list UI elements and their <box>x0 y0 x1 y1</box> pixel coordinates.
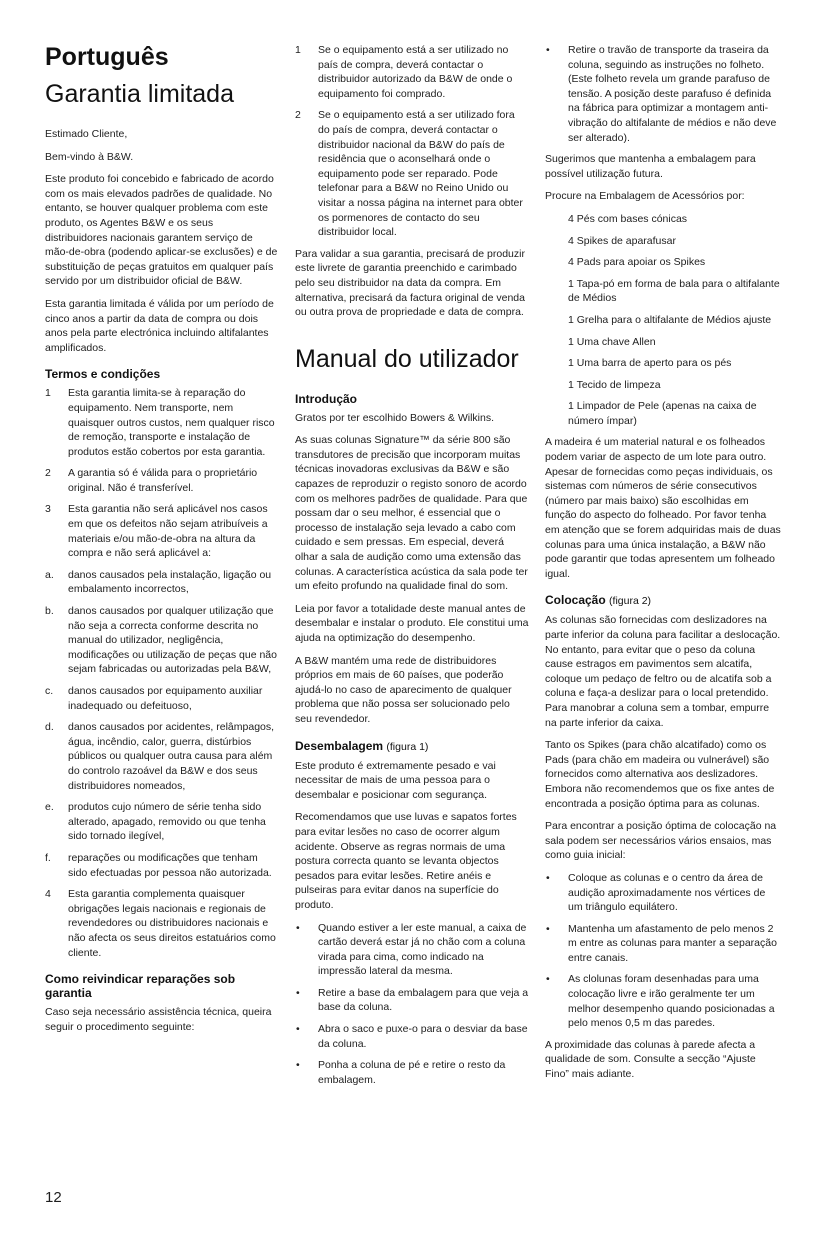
paragraph: Leia por favor a totalidade deste manual antes de desembalar e instalar o produto. Ele constitui uma ajuda na optimização do desempenho. <box>295 602 529 644</box>
list-item <box>45 568 278 597</box>
list-text: reparações ou modificações que tenham sido efectuadas por pessoa não autorizada. <box>68 851 272 879</box>
list-marker: f. <box>45 851 51 864</box>
terms-heading: Termos e condições <box>45 367 161 382</box>
paragraph: Esta garantia limitada é válida por um período de cinco anos a partir da data de compra ou dois anos pela parte electrónica incluindo altifalantes amplificados. <box>45 297 274 354</box>
paragraph: Recomendamos que use luvas e sapatos fortes para evitar lesões no caso de ocorrer algum acidente. Observe as regras normais de uma postura correcta quanto se levanta objectos pesados para evitar lesões. Retire anéis e pulseiras para evitar danos na superfície do produto. <box>295 811 517 911</box>
list-marker: 1 <box>295 44 301 56</box>
bullet-text: Quando estiver a ler este manual, a caixa de cartão deverá estar já no chão com a coluna virada para cima, como indicado na impressão lateral da mesma. <box>318 921 527 978</box>
bullet-icon: • <box>296 986 300 999</box>
bullet-item <box>295 921 529 979</box>
unpack-heading-text: Desembalagem <box>295 738 384 753</box>
claim-heading: Como reivindicar reparações sob garantia <box>45 972 236 1001</box>
list-marker: d. <box>45 721 54 734</box>
bullet-item <box>545 43 782 145</box>
list-marker: 2 <box>45 467 51 480</box>
list-item <box>45 851 278 880</box>
bullet-icon: • <box>296 1023 300 1036</box>
column-2 <box>295 43 529 1094</box>
bullet-item <box>545 972 782 1030</box>
paragraph: A B&W mantém uma rede de distribuidores próprios em mais de 60 países, que poderão ajudá-lo no caso de aparecimento de qualquer problema que não possa ser solucionado pelo seu revendedor. <box>295 654 512 725</box>
paragraph: A proximidade das colunas à parede afecta a qualidade de som. Consulte a secção “Ajuste Fino” mais adiante. <box>545 1038 756 1081</box>
list-item <box>45 887 278 960</box>
bullet-item <box>545 922 782 966</box>
paragraph: Para validar a sua garantia, precisará de produzir este livrete de garantia preenchido e carimbado pelo seu distribuidor na data da compra. Em alternativa, precisará da factura original de venda ou outra prova de propriedade e data de compra. <box>295 247 525 319</box>
paragraph: Caso seja necessário assistência técnica, queira seguir o procedimento seguinte: <box>45 1006 272 1033</box>
column-1 <box>45 40 278 1042</box>
bullet-text: Retire a base da embalagem para que veja a base da coluna. <box>318 986 529 1014</box>
paragraph: Tanto os Spikes (para chão alcatifado) como os Pads (para chão em madeira ou vulnerável) são fornecidos como alternativa aos deslizadores. Embora não recomendemos que os fixe antes de encontrada a posição óptima para as colunas. <box>545 739 775 810</box>
bullet-text: Ponha a coluna de pé e retire o resto da embalagem. <box>318 1059 506 1086</box>
bullet-icon: • <box>546 871 550 884</box>
list-item <box>295 43 529 101</box>
bullet-text: As clolunas foram desenhadas para uma colocação livre e irão geralmente ter um melhor desempenho quando posicionadas a pelo menos 0,5 m das paredes. <box>568 973 775 1030</box>
accessory-item: 4 Spikes de aparafusar <box>568 234 676 247</box>
manual-title: Manual do utilizador <box>295 344 519 373</box>
bullet-icon: • <box>296 1059 300 1072</box>
list-text: A garantia só é válida para o proprietário original. Não é transferível. <box>68 467 258 494</box>
list-marker: 3 <box>45 503 51 516</box>
placement-heading-text: Colocação <box>545 593 606 608</box>
accessory-item: 4 Pés com bases cónicas <box>568 212 688 225</box>
bullet-text: Retire o travão de transporte da traseira da coluna, seguindo as instruções no folheto. (Este folheto revela um grande parafuso de tensão. A posição deste parafuso é definida na fábrica para optimizar a montagem anti-vibração do altifalante de médios e não deve ser alterado). <box>568 44 777 144</box>
intro-heading: Introdução <box>295 391 357 406</box>
paragraph: Gratos por ter escolhido Bowers & Wilkins. <box>295 411 494 424</box>
list-marker: 2 <box>295 109 301 122</box>
bullet-icon: • <box>546 44 550 56</box>
list-marker: c. <box>45 685 54 697</box>
bullet-icon: • <box>546 922 550 935</box>
bullet-item <box>295 986 529 1015</box>
paragraph: Para encontrar a posição óptima de colocação na sala podem ser necessários vários ensaios, mas como guia inicial: <box>545 820 777 862</box>
accessory-item: 1 Tecido de limpeza <box>568 378 661 391</box>
accessory-item: 1 Limpador de Pele (apenas na caixa de número ímpar) <box>568 400 757 427</box>
list-marker: b. <box>45 605 54 618</box>
figure-reference: (figura 2) <box>609 595 652 608</box>
bullet-text: Mantenha um afastamento de pelo menos 2 m entre as colunas para manter a separação entre canais. <box>568 922 777 964</box>
list-text: Esta garantia complementa quaisquer obrigações legais nacionais e regionais de revendedores ou distribuidores nacionais e não afecta os seus direitos estatuários como cliente. <box>68 888 276 959</box>
bullet-text: Coloque as colunas e o centro da área de audição aproximadamente nos vértices de um triângulo equilátero. <box>568 871 766 914</box>
list-text: Esta garantia não será aplicável nos casos em que os defeitos não sejam atribuíveis a materiais e/ou mão-de-obra na altura da compra e não será aplicável a: <box>68 503 268 560</box>
paragraph: Estimado Cliente, <box>45 128 128 140</box>
list-item <box>45 684 278 713</box>
list-text: Se o equipamento está a ser utilizado fora do país de compra, deverá contactar o distribuidor nacional da B&W do país de residência que o aconselhará onde o equipamento pode ser reparado. Pode telefonar para a B&W no Reino Unido ou visitar a nossa página na internet para obter os pormenores de contacto do seu distribuidor local. <box>318 109 523 239</box>
accessory-item: 4 Pads para apoiar os Spikes <box>568 256 706 269</box>
accessory-item: 1 Tapa-pó em forma de bala para o altifalante de Médios <box>568 277 780 305</box>
paragraph: Procure na Embalagem de Acessórios por: <box>545 190 745 203</box>
bullet-icon: • <box>546 973 550 986</box>
paragraph: Bem-vindo à B&W. <box>45 150 134 163</box>
list-item <box>45 800 278 844</box>
page-number: 12 <box>45 1189 62 1206</box>
paragraph: Este produto foi concebido e fabricado de acordo com os mais elevados padrões de qualidade. No entanto, se houver qualquer problema com este produto, os Agentes B&W e os seus distribuidores nacionais garantem serviço de mão-de-obra (podendo aplicar-se exclusões) e de substituição de peças gratuitos em qualquer país servido por um distribuidor oficial de B&W. <box>45 173 278 288</box>
unpack-heading <box>295 739 529 754</box>
list-item <box>295 108 529 239</box>
list-text: Esta garantia limita-se à reparação do equipamento. Nem transporte, nem quaisquer outros custos, nem qualquer risco de remoção, transporte e instalação de produtos estão cobertos por esta garantia. <box>68 387 275 458</box>
paragraph: A madeira é um material natural e os folheados podem variar de aspecto de um lote para outro. Apesar de fornecidas como peças individuais, os sistemas com números de série consecutivos (número par mais baixo) são escolhidas em função do aspecto do folheado. Por favor tenha em atenção que se forem adquiridas mais de duas colunas para uma única instalação, a B&W não pode garantir que todas apresentem um folheado igual. <box>545 436 781 580</box>
language-title: Português <box>45 43 169 71</box>
list-item <box>45 466 278 495</box>
warranty-title: Garantia limitada <box>45 80 234 108</box>
list-text: danos causados por qualquer utilização que não seja a correcta conforme descrita no manual do utilizador, negligência, modificações ou utilização de peças que não sejam fabricadas ou autorizadas pela B&W, <box>68 605 277 676</box>
bullet-icon: • <box>296 921 300 934</box>
list-text: danos causados por acidentes, relâmpagos, água, incêndio, calor, guerra, distúrbios públicos ou qualquer outra causa para além do controlo razoável da B&W e dos seus distribuidores nomeados, <box>68 721 275 792</box>
paragraph: As suas colunas Signature™ da série 800 são transdutores de precisão que incorporam muitas técnicas inovadoras exclusivas da B&W e são capazes de reproduzir o registo sonoro de acordo com os melhores padrões de qualidade. Para que possam dar o seu melhor, é essencial que o processo de instalação seja levado a cabo com cuidado e sem pressas. Em especial, deverá olhar a sala de audição como uma extensão das colunas. A característica acústica da sala pode ter um efeito profundo na qualidade final do som. <box>295 434 528 593</box>
list-text: danos causados por equipamento auxiliar inadequado ou defeituoso, <box>68 685 263 712</box>
list-marker: 1 <box>45 387 51 400</box>
list-marker: 4 <box>45 888 51 901</box>
bullet-item <box>545 871 782 915</box>
column-3 <box>545 43 782 1090</box>
list-marker: a. <box>45 568 54 581</box>
list-marker: e. <box>45 801 54 814</box>
bullet-item <box>295 1022 529 1051</box>
paragraph: As colunas são fornecidas com deslizadores na parte inferior da coluna para facilitar a deslocação. No entanto, para evitar que o peso da coluna cause estragos em pavimentos sem alcatifa, coloque um pedaço de feltro ou de alcatifa sob a coluna e faça-a deslizar para o local pretendido. Para manobrar a coluna sem a tombar, empurre na parte inferior da caixa. <box>545 614 781 729</box>
accessory-item: 1 Grelha para o altifalante de Médios ajuste <box>568 313 772 326</box>
paragraph: Este produto é extremamente pesado e vai necessitar de mais de uma pessoa para o desembalar e posicionar com segurança. <box>295 759 496 801</box>
list-item <box>45 720 278 793</box>
list-item <box>45 604 278 677</box>
accessory-item: 1 Uma barra de aperto para os pés <box>568 357 732 370</box>
list-text: danos causados pela instalação, ligação ou embalamento incorrectos, <box>68 568 272 596</box>
list-item <box>45 502 278 560</box>
list-text: produtos cujo número de série tenha sido alterado, apagado, removido ou que tenha sido tornado ilegível, <box>68 801 266 843</box>
list-text: Se o equipamento está a ser utilizado no país de compra, deverá contactar o distribuidor autorizado da B&W de onde o equipamento foi comprado. <box>318 44 513 100</box>
accessory-item: 1 Uma chave Allen <box>568 335 656 348</box>
figure-reference: (figura 1) <box>386 740 429 753</box>
list-item <box>45 386 278 459</box>
paragraph: Sugerimos que mantenha a embalagem para possível utilização futura. <box>545 153 756 180</box>
placement-heading <box>545 593 782 608</box>
bullet-text: Abra o saco e puxe-o para o desviar da base da coluna. <box>318 1023 528 1050</box>
bullet-item <box>295 1058 529 1087</box>
